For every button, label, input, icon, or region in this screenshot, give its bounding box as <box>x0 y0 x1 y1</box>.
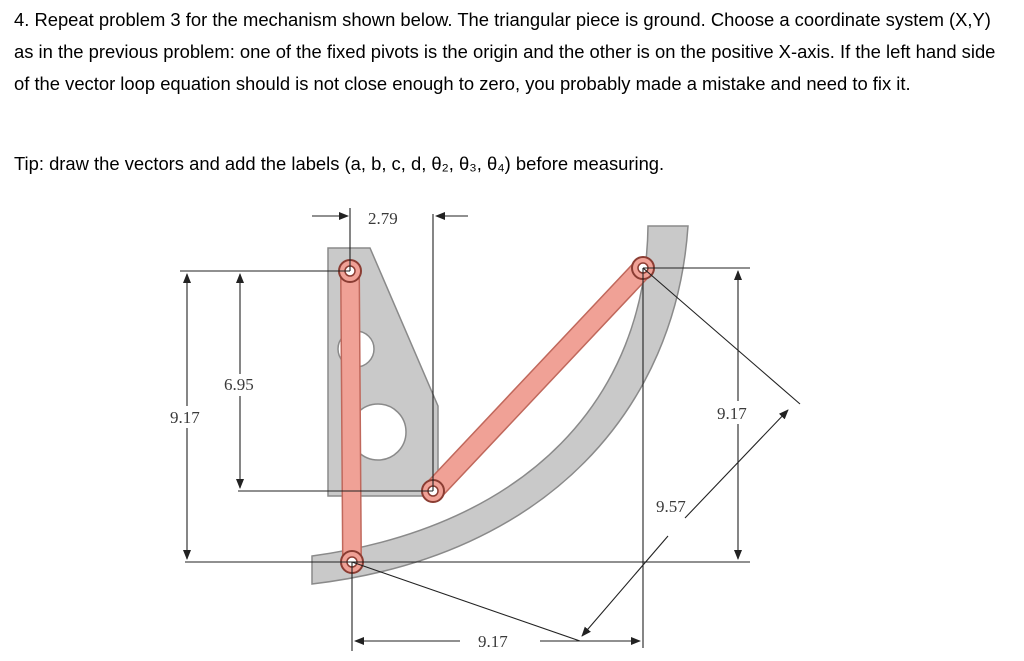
dim-label-bottom-width: 9.17 <box>478 632 508 651</box>
mechanism-figure <box>160 196 820 661</box>
dim-label-left-inner-height: 6.95 <box>224 375 254 394</box>
dim-label-left-outer-height: 9.17 <box>170 408 200 427</box>
left-link <box>350 271 352 562</box>
dim-label-right-height: 9.17 <box>717 404 747 423</box>
problem-statement: 4. Repeat problem 3 for the mechanism shown below. The triangular piece is ground. Choose a coordinate system (X,Y) as in the previous problem: one of the fixed pivots is the origin and the other is on the positive X-axis. If the left hand side of the vector loop equation should is not close enough to zero, you probably made a mistake and need to fix it. <box>14 9 996 94</box>
tip-statement: Tip: draw the vectors and add the labels (a, b, c, d, θ₂, θ₃, θ₄) before measuring. <box>14 153 665 174</box>
dim-label-top-width: 2.79 <box>368 209 398 228</box>
dim-label-diagonal-length: 9.57 <box>656 497 686 516</box>
